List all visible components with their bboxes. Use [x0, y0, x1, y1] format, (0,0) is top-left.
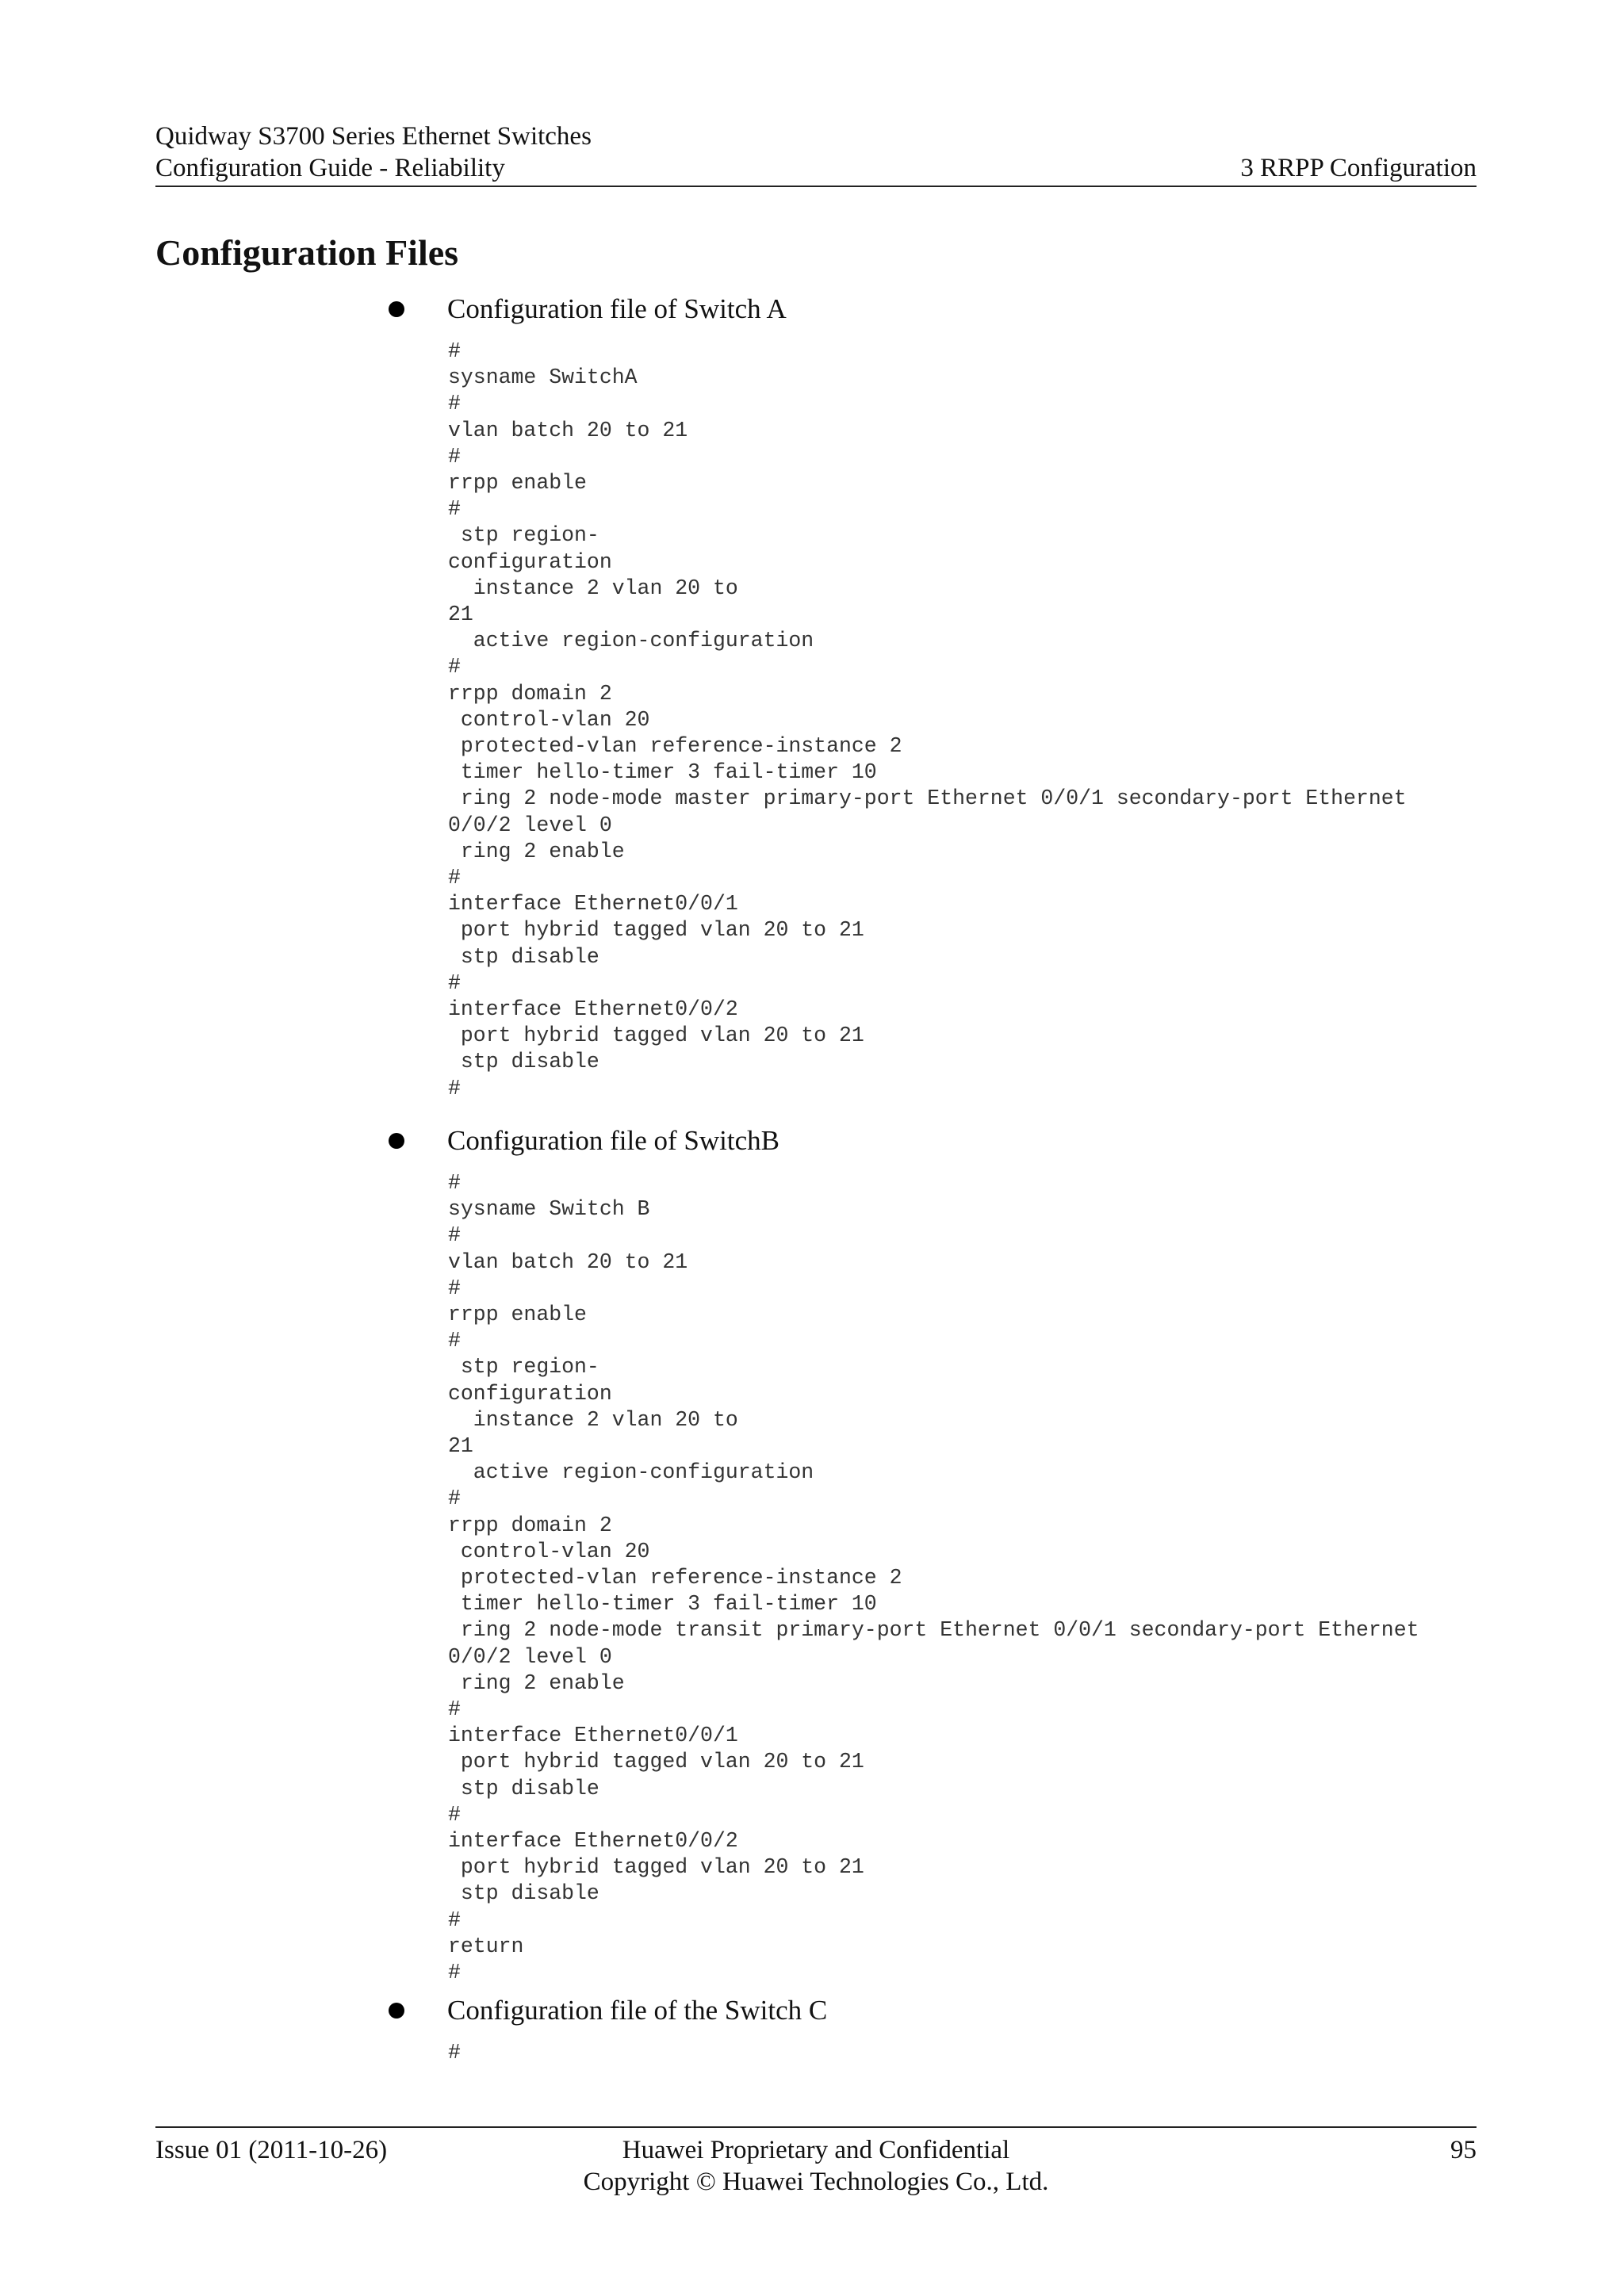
code-block-switch-b: # sysname Switch B # vlan batch 20 to 21 # rrpp enable # stp region- configuration instance 2 vlan 20 to 21 active region-configuration # rrpp domain 2 control-vlan 20 protected-vlan reference-instance 2 timer hello-timer 3 fail-timer 10 ring 2 node-mode transit primary-port Ethernet 0/0/1 secondary-port Ethernet 0/0/2 level 0 ring 2 enable # interface Ethernet0/0/1 port hybrid tagged vlan 20 to 21 stp disable # interface Ethernet0/0/2 port hybrid tagged vlan 20 to 21 stp disable # return #	[448, 1171, 1419, 1985]
page-header	[155, 121, 1477, 187]
bullet-icon	[389, 1133, 404, 1149]
footer-copyright: Copyright © Huawei Technologies Co., Ltd.	[583, 2168, 1049, 2196]
footer-issue: Issue 01 (2011-10-26)	[155, 2136, 388, 2164]
header-chapter: 3 RRPP Configuration	[1240, 154, 1477, 182]
bullet-label: Configuration file of Switch A	[447, 293, 787, 324]
footer-page-number: 95	[1450, 2136, 1477, 2164]
section-title: Configuration Files	[155, 232, 459, 273]
bullet-label: Configuration file of the Switch C	[447, 1995, 828, 2026]
code-block-switch-a: # sysname SwitchA # vlan batch 20 to 21 # rrpp enable # stp region- configuration instance 2 vlan 20 to 21 active region-configuration # rrpp domain 2 control-vlan 20 protected-vlan reference-instance 2 timer hello-timer 3 fail-timer 10 ring 2 node-mode master primary-port Ethernet 0/0/1 secondary-port Ethernet 0/0/2 level 0 ring 2 enable # interface Ethernet0/0/1 port hybrid tagged vlan 20 to 21 stp disable # interface Ethernet0/0/2 port hybrid tagged vlan 20 to 21 stp disable #	[448, 339, 1407, 1100]
footer-confidential: Huawei Proprietary and Confidential	[622, 2136, 1010, 2164]
bullet-label: Configuration file of SwitchB	[447, 1125, 779, 1156]
header-product: Quidway S3700 Series Ethernet Switches	[155, 122, 592, 151]
page-footer	[155, 2126, 1477, 2215]
bullet-icon	[389, 2003, 404, 2019]
bullet-icon	[389, 301, 404, 317]
code-block-switch-c: #	[448, 2041, 461, 2064]
header-guide: Configuration Guide - Reliability	[155, 154, 505, 182]
